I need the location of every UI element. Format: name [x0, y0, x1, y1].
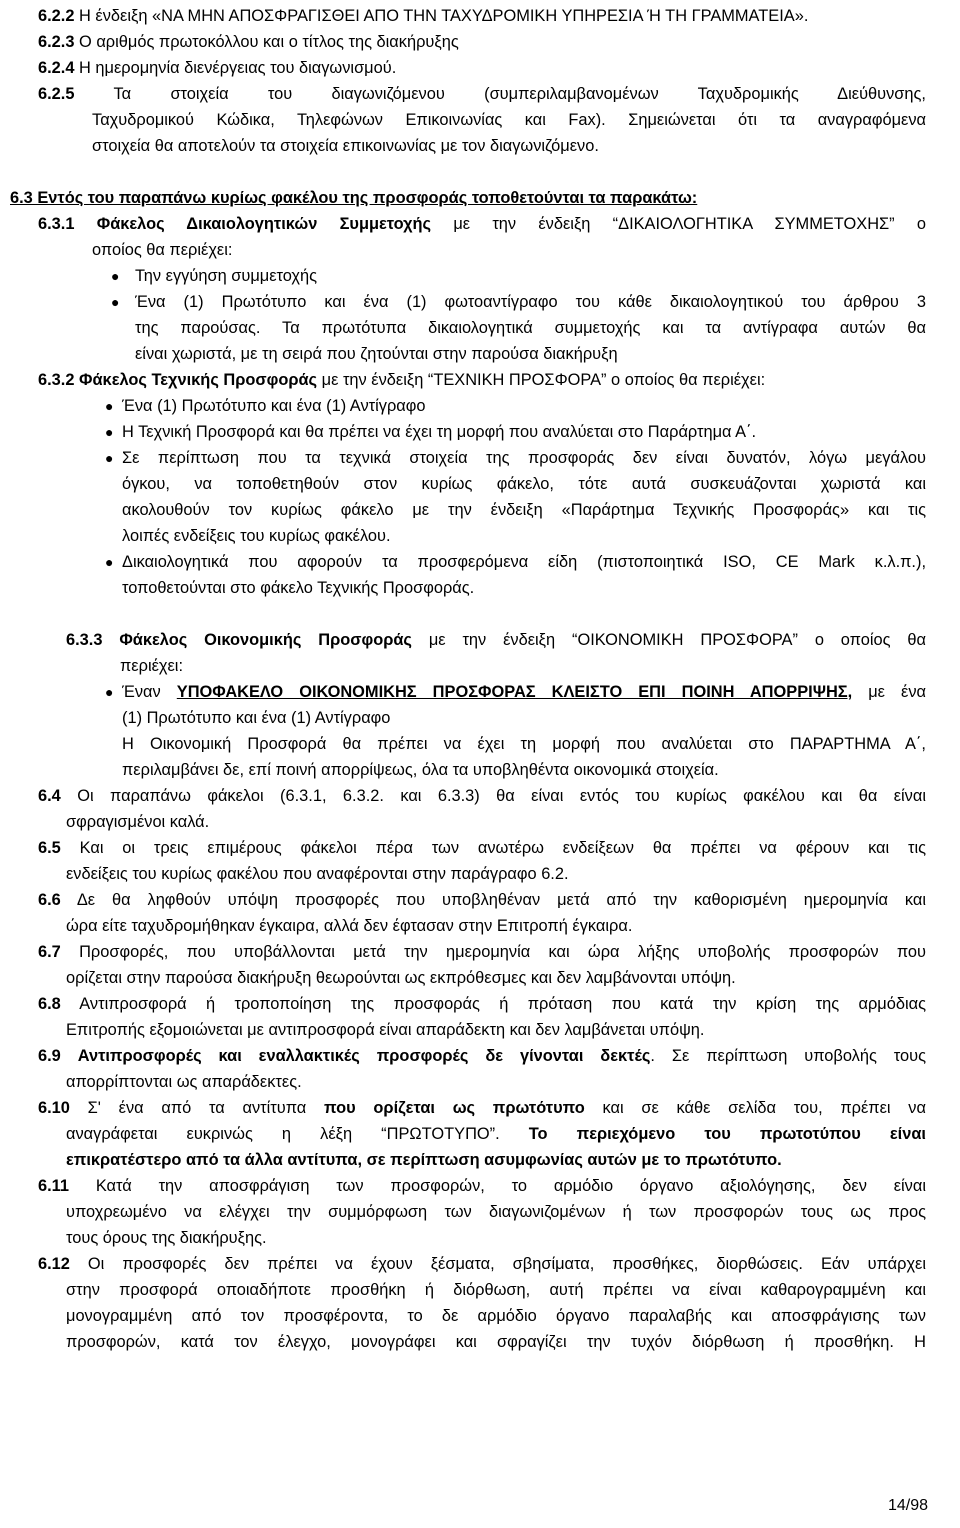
list-item-continuation: ακολουθούν τον κυρίως φάκελο με την ένδειξη «Παράρτημα Τεχνικής Προσφοράς» και τις	[122, 501, 926, 519]
list-item-continuation: της παρούσας. Τα πρωτότυπα δικαιολογητικά συμμετοχής και τα αντίγραφα αυτών θα	[135, 319, 926, 337]
paragraph-line: ώρα είτε ταχυδρομήθηκαν έγκαιρα, αλλά δεν έφτασαν στην Επιτροπή έγκαιρα.	[66, 917, 633, 935]
paragraph-line: ενδείξεις του κυρίως φακέλου που αναφέρονται στην παράγραφο 6.2.	[66, 865, 569, 883]
paragraph-line: Η Οικονομική Προσφορά θα πρέπει να έχει τη μορφή που αναλύεται στο ΠΑΡΑΡΤΗΜΑ Α΄,	[122, 735, 926, 753]
bullet-icon: ●	[111, 268, 120, 284]
paragraph-line: στοιχεία θα αποτελούν τα στοιχεία επικοινωνίας με τον διαγωνιζόμενο.	[92, 137, 599, 155]
list-item-continuation: (1) Πρωτότυπο και ένα (1) Αντίγραφο	[122, 709, 391, 727]
bullet-icon: ●	[111, 294, 120, 310]
paragraph-line: Επιτροπής εξομοιώνεται με αντιπροσφορά είναι απαράδεκτη και δεν λαμβάνεται υπόψη.	[66, 1021, 705, 1039]
paragraph-line: περιέχει:	[120, 657, 183, 675]
paragraph-6-3-2: 6.3.2 Φάκελος Τεχνικής Προσφοράς με την ένδειξη “ΤΕΧΝΙΚΗ ΠΡΟΣΦΟΡΑ” ο οποίος θα περιέχει:	[38, 371, 766, 389]
paragraph-line: επικρατέστερο από τα άλλα αντίτυπα, σε περίπτωση ασυμφωνίας αυτών με το πρωτότυπο.	[66, 1151, 782, 1169]
paragraph-line: Ταχυδρομικού Κώδικα, Τηλεφώνων Επικοινωνίας και Fax). Σημειώνεται ότι τα αναγραφόμενα	[92, 111, 926, 129]
list-item: Έναν ΥΠΟΦΑΚΕΛΟ ΟΙΚΟΝΟΜΙΚΗΣ ΠΡΟΣΦΟΡΑΣ ΚΛΕΙΣΤΟ ΕΠΙ ΠΟΙΝΗ ΑΠΟΡΡΙΨΗΣ, με ένα	[122, 683, 926, 701]
paragraph-6-2-4: 6.2.4 Η ημερομηνία διενέργειας του διαγωνισμού.	[38, 59, 397, 77]
list-item: Σε περίπτωση που τα τεχνικά στοιχεία της προσφοράς δεν είναι δυνατόν, λόγω μεγάλου	[122, 449, 926, 467]
paragraph-line: τους όρους της διακήρυξης.	[66, 1229, 267, 1247]
paragraph-6-8: 6.8 Αντιπροσφορά ή τροποποίηση της προσφοράς ή πρόταση που κατά την κρίση της αρμόδιας	[38, 995, 926, 1013]
bullet-icon: ●	[105, 424, 114, 440]
paragraph-6-9: 6.9 Αντιπροσφορές και εναλλακτικές προσφορές δε γίνονται δεκτές. Σε περίπτωση υποβολής τους	[38, 1047, 926, 1065]
paragraph-6-3-3: 6.3.3 Φάκελος Οικονομικής Προσφοράς με την ένδειξη “ΟΙΚΟΝΟΜΙΚΗ ΠΡΟΣΦΟΡΑ” ο οποίος θα	[66, 631, 926, 649]
paragraph-6-10: 6.10 Σ' ένα από τα αντίτυπα που ορίζεται ως πρωτότυπο και σε κάθε σελίδα του, πρέπει να	[38, 1099, 926, 1117]
paragraph-6-6: 6.6 Δε θα ληφθούν υπόψη προσφορές που υποβληθέναν μετά από την καθορισμένη ημερομηνία και	[38, 891, 926, 909]
list-item: Η Τεχνική Προσφορά και θα πρέπει να έχει τη μορφή που αναλύεται στο Παράρτημα Α΄.	[122, 423, 757, 441]
bullet-icon: ●	[105, 450, 114, 466]
page-number: 14/98	[887, 1497, 928, 1514]
list-item-continuation: είναι χωριστά, με τη σειρά που ζητούνται στην παρούσα διακήρυξη	[135, 345, 618, 363]
paragraph-6-2-3: 6.2.3 Ο αριθμός πρωτοκόλλου και ο τίτλος της διακήρυξης	[38, 33, 459, 51]
list-item: Ένα (1) Πρωτότυπο και ένα (1) Αντίγραφο	[122, 397, 426, 415]
bullet-icon: ●	[105, 684, 114, 700]
bullet-icon: ●	[105, 398, 114, 414]
paragraph-line: απορρίπτονται ως απαράδεκτες.	[66, 1073, 302, 1091]
list-item-continuation: λοιπές ενδείξεις του κυρίως φακέλου.	[122, 527, 391, 545]
list-item: Ένα (1) Πρωτότυπο και ένα (1) φωτοαντίγραφο του κάθε δικαιολογητικού του άρθρου 3	[135, 293, 926, 311]
list-item-continuation: τοποθετούνται στο φάκελο Τεχνικής Προσφοράς.	[122, 579, 475, 597]
list-item-continuation: όγκου, να τοποθετηθούν στον κυρίως φάκελο, τότε αυτά συσκευάζονται χωριστά και	[122, 475, 926, 493]
paragraph-6-5: 6.5 Και οι τρεις επιμέρους φάκελοι πέρα των ανωτέρω ενδείξεων θα πρέπει να φέρουν και τις	[38, 839, 926, 857]
list-item: Δικαιολογητικά που αφορούν τα προσφερόμενα είδη (πιστοποιητικά ISO, CE Mark κ.λ.π.),	[122, 553, 926, 571]
paragraph-6-2-5: 6.2.5 Τα στοιχεία του διαγωνιζόμενου (συμπεριλαμβανομένων Ταχυδρομικής Διεύθυνσης,	[38, 85, 926, 103]
paragraph-line: προσφορών, κατά τον έλεγχο, μονογράφει και σφραγίζει την τυχόν διόρθωση ή προσθήκη. Η	[66, 1333, 926, 1351]
paragraph-line: αναγράφεται ευκρινώς η λέξη “ΠΡΩΤΟΤΥΠΟ”. Το περιεχόμενο του πρωτοτύπου είναι	[66, 1125, 926, 1143]
paragraph-line: σφραγισμένοι καλά.	[66, 813, 210, 831]
list-item: Την εγγύηση συμμετοχής	[135, 267, 318, 285]
paragraph-6-3-1: 6.3.1 Φάκελος Δικαιολογητικών Συμμετοχής με την ένδειξη “ΔΙΚΑΙΟΛΟΓΗΤΙΚΑ ΣΥΜΜΕΤΟΧΗΣ” ο	[38, 215, 926, 233]
paragraph-6-7: 6.7 Προσφορές, που υποβάλλονται μετά την ημερομηνία και ώρα λήξης υποβολής προσφορών που	[38, 943, 926, 961]
paragraph-6-12: 6.12 Οι προσφορές δεν πρέπει να έχουν ξέσματα, σβησίματα, προσθήκες, διορθώσεις. Εάν υπάρχει	[38, 1255, 926, 1273]
paragraph-line: υποχρεωμένο να ελέγχει την συμμόρφωση των διαγωνιζομένων ή των προσφορών τους ως προς	[66, 1203, 926, 1221]
paragraph-6-11: 6.11 Κατά την αποσφράγιση των προσφορών, το αρμόδιο όργανο αξιολόγησης, δεν είναι	[38, 1177, 926, 1195]
bullet-icon: ●	[105, 554, 114, 570]
paragraph-6-4: 6.4 Οι παραπάνω φάκελοι (6.3.1, 6.3.2. και 6.3.3) θα είναι εντός του κυρίως φακέλου και θα είναι	[38, 787, 926, 805]
paragraph-line: οποίος θα περιέχει:	[92, 241, 233, 259]
paragraph-line: ορίζεται στην παρούσα διακήρυξη θεωρούνται ως εκπρόθεσμες και δεν λαμβάνονται υπόψη.	[66, 969, 736, 987]
section-heading-6-3: 6.3 Εντός του παραπάνω κυρίως φακέλου της προσφοράς τοποθετούνται τα παρακάτω:	[10, 189, 698, 207]
paragraph-line: περιλαμβάνει δε, επί ποινή απορρίψεως, όλα τα υποβληθέντα οικονομικά στοιχεία.	[122, 761, 719, 779]
paragraph-6-2-2: 6.2.2 Η ένδειξη «ΝΑ ΜΗΝ ΑΠΟΣΦΡΑΓΙΣΘΕΙ ΑΠΟ ΤΗΝ ΤΑΧΥΔΡΟΜΙΚΗ ΥΠΗΡΕΣΙΑ Ή ΤΗ ΓΡΑΜΜΑΤΕΙΑ».	[38, 7, 809, 25]
paragraph-line: μονογραμμένη από τον προσφέροντα, το δε αρμόδιο όργανο παραλαβής και αποσφράγισης των	[66, 1307, 926, 1325]
paragraph-line: στην προσφορά οποιαδήποτε προσθήκη ή διόρθωση, αυτή πρέπει να είναι καθαρογραμμένη και	[66, 1281, 926, 1299]
